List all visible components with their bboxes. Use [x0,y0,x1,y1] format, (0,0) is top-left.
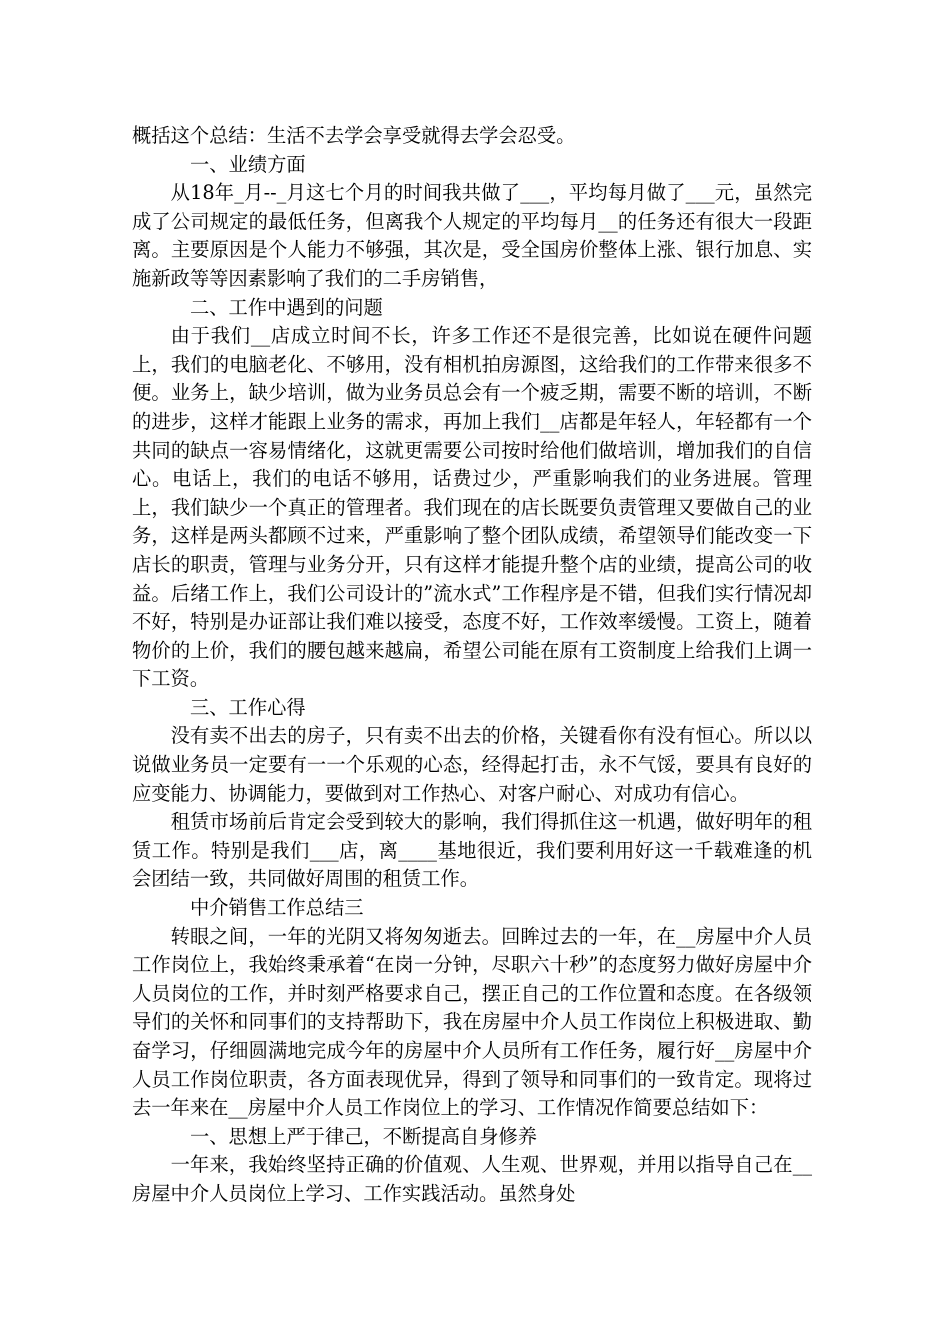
summary-three-title: 中介销售工作总结三 [190,896,364,920]
section-heading-self-discipline: 一、思想上严于律己，不断提高自身修养 [190,1124,538,1148]
section-heading-performance: 一、业绩方面 [190,152,306,176]
section-heading-insights: 三、工作心得 [190,695,306,719]
intro-line: 概括这个总结：生活不去学会享受就得去学会忍受。 [132,124,576,147]
insights-paragraph: 没有卖不出去的房子，只有卖不出去的价格，关键看你有没有恒心。所以以说做业务员一定要有一一个乐观的心态，经得起打击，永不气馁，要具有良好的应变能力、协调能力，要做到对工作热心、对客户耐心、对成功有信心。 [132,724,812,805]
rental-paragraph: 租赁市场前后肯定会受到较大的影响，我们得抓住这一机遇，做好明年的租赁工作。特别是我们___店，离____基地很近，我们要利用好这一千载难逢的机会团结一致，共同做好周围的租赁工作。 [132,810,812,891]
problems-paragraph: 由于我们__店成立时间不长，许多工作还不是很完善，比如说在硬件问题上，我们的电脑老化、不够用，没有相机拍房源图，这给我们的工作带来很多不便。业务上，缺少培训，做为业务员总会有一个疲乏期，需要不断的培训，不断的进步，这样才能跟上业务的需求，再加上我们__店都是年轻人，年轻都有一个共同的缺点一容易情绪化，这就更需要公司按时给他们做培训，增加我们的自信心。电话上，我们的电话不够用，话费过少，严重影响我们的业务进展。管理上，我们缺少一个真正的管理者。我们现在的店长既要负责管理又要做自己的业务，这样是两头都顾不过来，严重影响了整个团队成绩，希望领导们能改变一下店长的职责，管理与业务分开，只有这样才能提升整个店的业绩，提高公司的收益。后绪工作上，我们公司设计的”流水式”工作程序是不错，但我们实行情况却不好，特别是办证部让我们难以接受，态度不好，工作效率缓慢。工资上，随着物价的上价，我们的腰包越来越扁，希望公司能在原有工资制度上给我们上调一下工资。 [132,324,812,691]
summary-three-intro-paragraph: 转眼之间，一年的光阴又将匆匆逝去。回眸过去的一年，在__房屋中介人员工作岗位上，我始终秉承着“在岗一分钟，尽职六十秒”的态度努力做好房屋中介人员岗位的工作，并时刻严格要求自己，摆正自己的工作位置和态度。在各级领导们的关怀和同事们的支持帮助下，我在房屋中介人员工作岗位上积极进取、勤奋学习，仔细圆满地完成今年的房屋中介人员所有工作任务，履行好__房屋中介人员工作岗位职责，各方面表现优异，得到了领导和同事们的一致肯定。现将过去一年来在__房屋中介人员工作岗位上的学习、工作情况作简要总结如下： [132,924,812,1120]
document-page [132,122,812,1209]
performance-paragraph: 从18年_月--_月这七个月的时间我共做了___，平均每月做了___元，虽然完成了公司规定的最低任务，但离我个人规定的平均每月__的任务还有很大一段距离。主要原因是个人能力不够强，其次是，受全国房价整体上涨、银行加息、实施新政等等因素影响了我们的二手房销售， [132,181,812,290]
section-heading-problems: 二、工作中遇到的问题 [190,295,383,319]
self-discipline-paragraph: 一年来，我始终坚持正确的价值观、人生观、世界观，并用以指导自己在__房屋中介人员岗位上学习、工作实践活动。虽然身处 [132,1153,812,1205]
